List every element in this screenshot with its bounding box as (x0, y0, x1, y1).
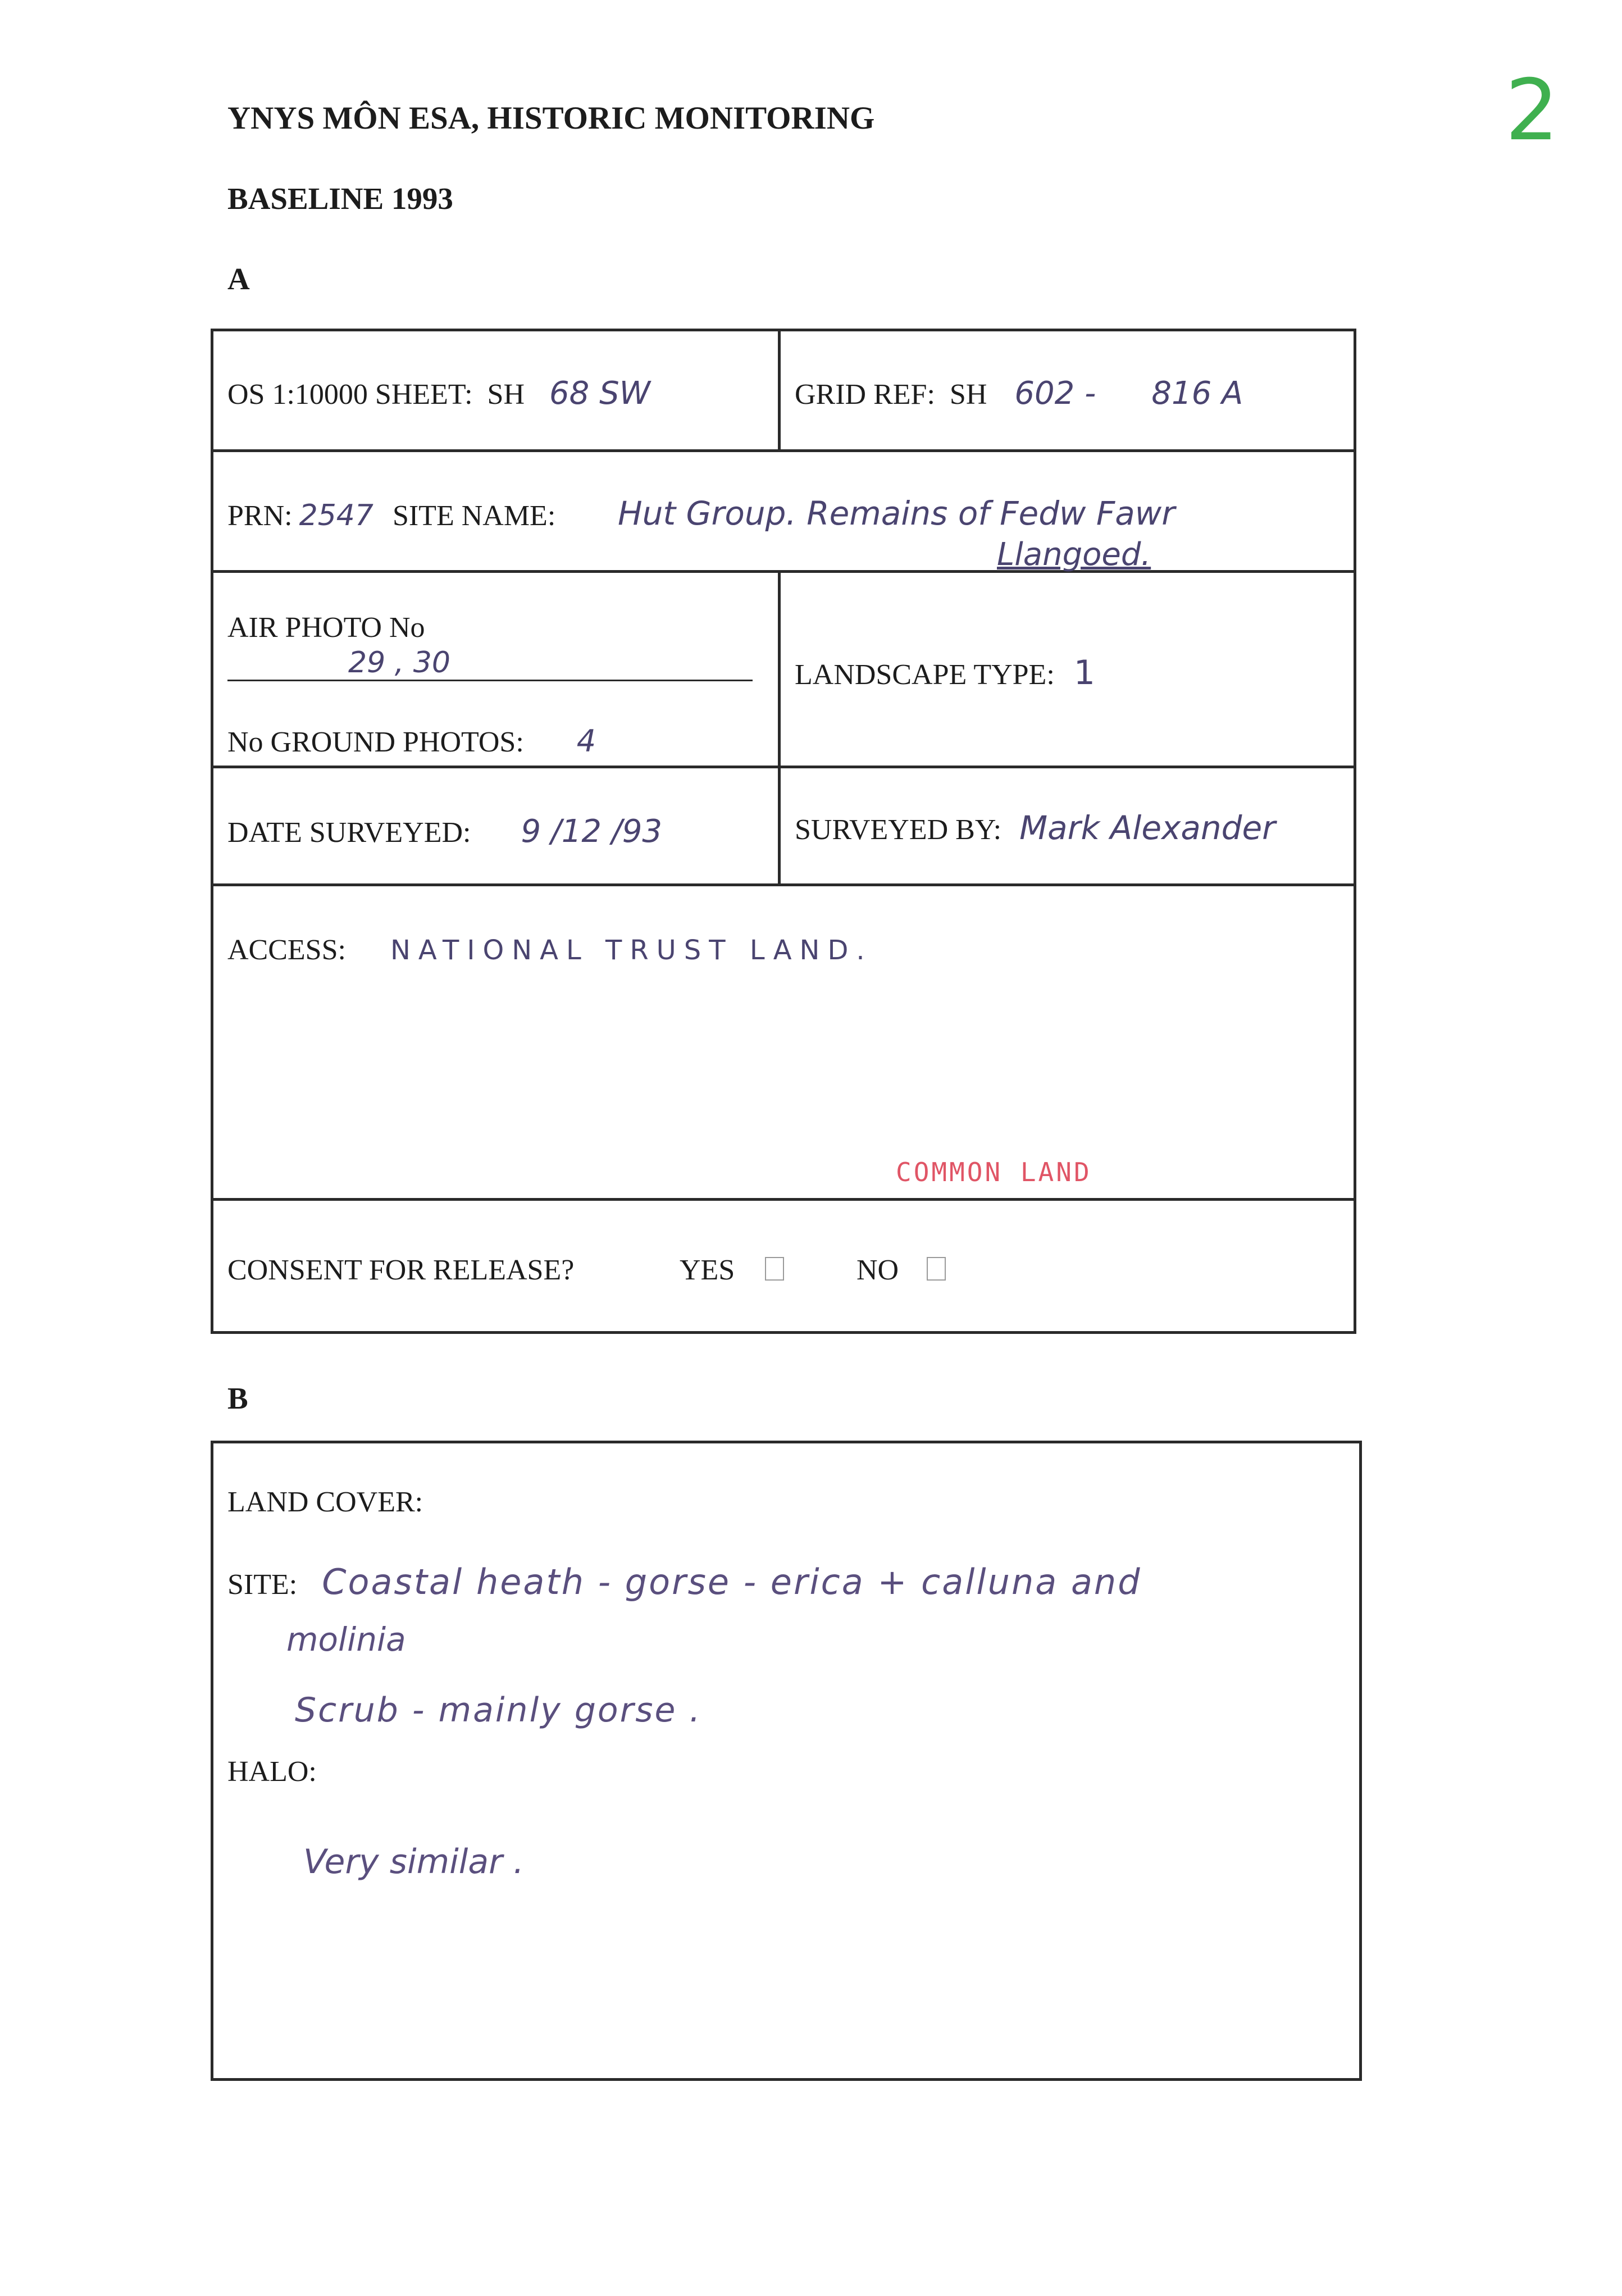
halo-value: Very similar . (303, 1842, 524, 1882)
grid-ref-prefix: SH (949, 379, 987, 411)
consent-yes-label: YES (680, 1254, 735, 1286)
page-title: YNYS MÔN ESA, HISTORIC MONITORING (227, 101, 875, 136)
grid-ref-label: GRID REF: (795, 379, 935, 411)
consent-no-checkbox[interactable] (927, 1257, 946, 1281)
landscape-type-value: 1 (1073, 653, 1095, 693)
page-number: 2 (1505, 62, 1559, 160)
date-surveyed-label: DATE SURVEYED: (227, 817, 471, 849)
site-cover-line1 (227, 1561, 1142, 1602)
air-photo-value: 29 , 30 (348, 646, 450, 680)
consent-yes-checkbox[interactable] (765, 1257, 784, 1281)
section-a-label: A (227, 262, 250, 296)
landscape-type-label: LANDSCAPE TYPE: (795, 659, 1055, 691)
common-land-note: COMMON LAND (896, 1157, 1092, 1187)
land-cover-label: LAND COVER: (227, 1486, 423, 1518)
surveyed-by-field (795, 809, 1275, 847)
site-cover-text2: molinia (286, 1620, 406, 1659)
access-field (227, 933, 873, 967)
section-b-box (211, 1441, 1362, 2081)
baseline-heading: BASELINE 1993 (227, 181, 453, 216)
site-cover-text1: Coastal heath - gorse - erica + calluna and (322, 1561, 1142, 1602)
consent-no-label: NO (856, 1254, 899, 1286)
site-label: SITE: (227, 1569, 298, 1601)
access-value: NATIONAL TRUST LAND. (390, 935, 873, 966)
os-sheet-label: OS 1:10000 SHEET: (227, 379, 473, 411)
air-photo-label: AIR PHOTO No (227, 612, 425, 644)
site-name-line1: Hut Group. Remains of Fedw Fawr (618, 494, 1176, 532)
ground-photos-value: 4 (576, 723, 596, 759)
access-label: ACCESS: (227, 934, 346, 966)
surveyed-by-value: Mark Alexander (1019, 809, 1275, 847)
date-surveyed-value: 9 /12 /93 (521, 813, 662, 850)
date-surveyed-field (227, 813, 662, 850)
prn-label: PRN: (227, 500, 293, 532)
consent-label: CONSENT FOR RELEASE? (227, 1254, 575, 1286)
os-sheet-value: 68 SW (549, 375, 651, 412)
halo-label: HALO: (227, 1756, 317, 1788)
site-cover-text3: Scrub - mainly gorse . (295, 1691, 702, 1730)
prn-field (227, 499, 555, 532)
site-name-line2: Llangoed. (997, 536, 1151, 573)
os-sheet-prefix: SH (487, 379, 525, 411)
site-name-label: SITE NAME: (392, 500, 556, 532)
os-sheet-field (227, 375, 650, 412)
surveyed-by-label: SURVEYED BY: (795, 814, 1002, 846)
prn-value: 2547 (299, 499, 373, 532)
ground-photos-field (227, 723, 596, 759)
grid-ref-field (795, 375, 1243, 412)
section-b-label: B (227, 1381, 248, 1415)
air-photo-underline (227, 680, 753, 681)
ground-photos-label: No GROUND PHOTOS: (227, 726, 524, 758)
grid-ref-northing: 816 A (1151, 375, 1243, 412)
grid-ref-easting: 602 - (1014, 375, 1096, 412)
landscape-type-field (795, 653, 1095, 693)
